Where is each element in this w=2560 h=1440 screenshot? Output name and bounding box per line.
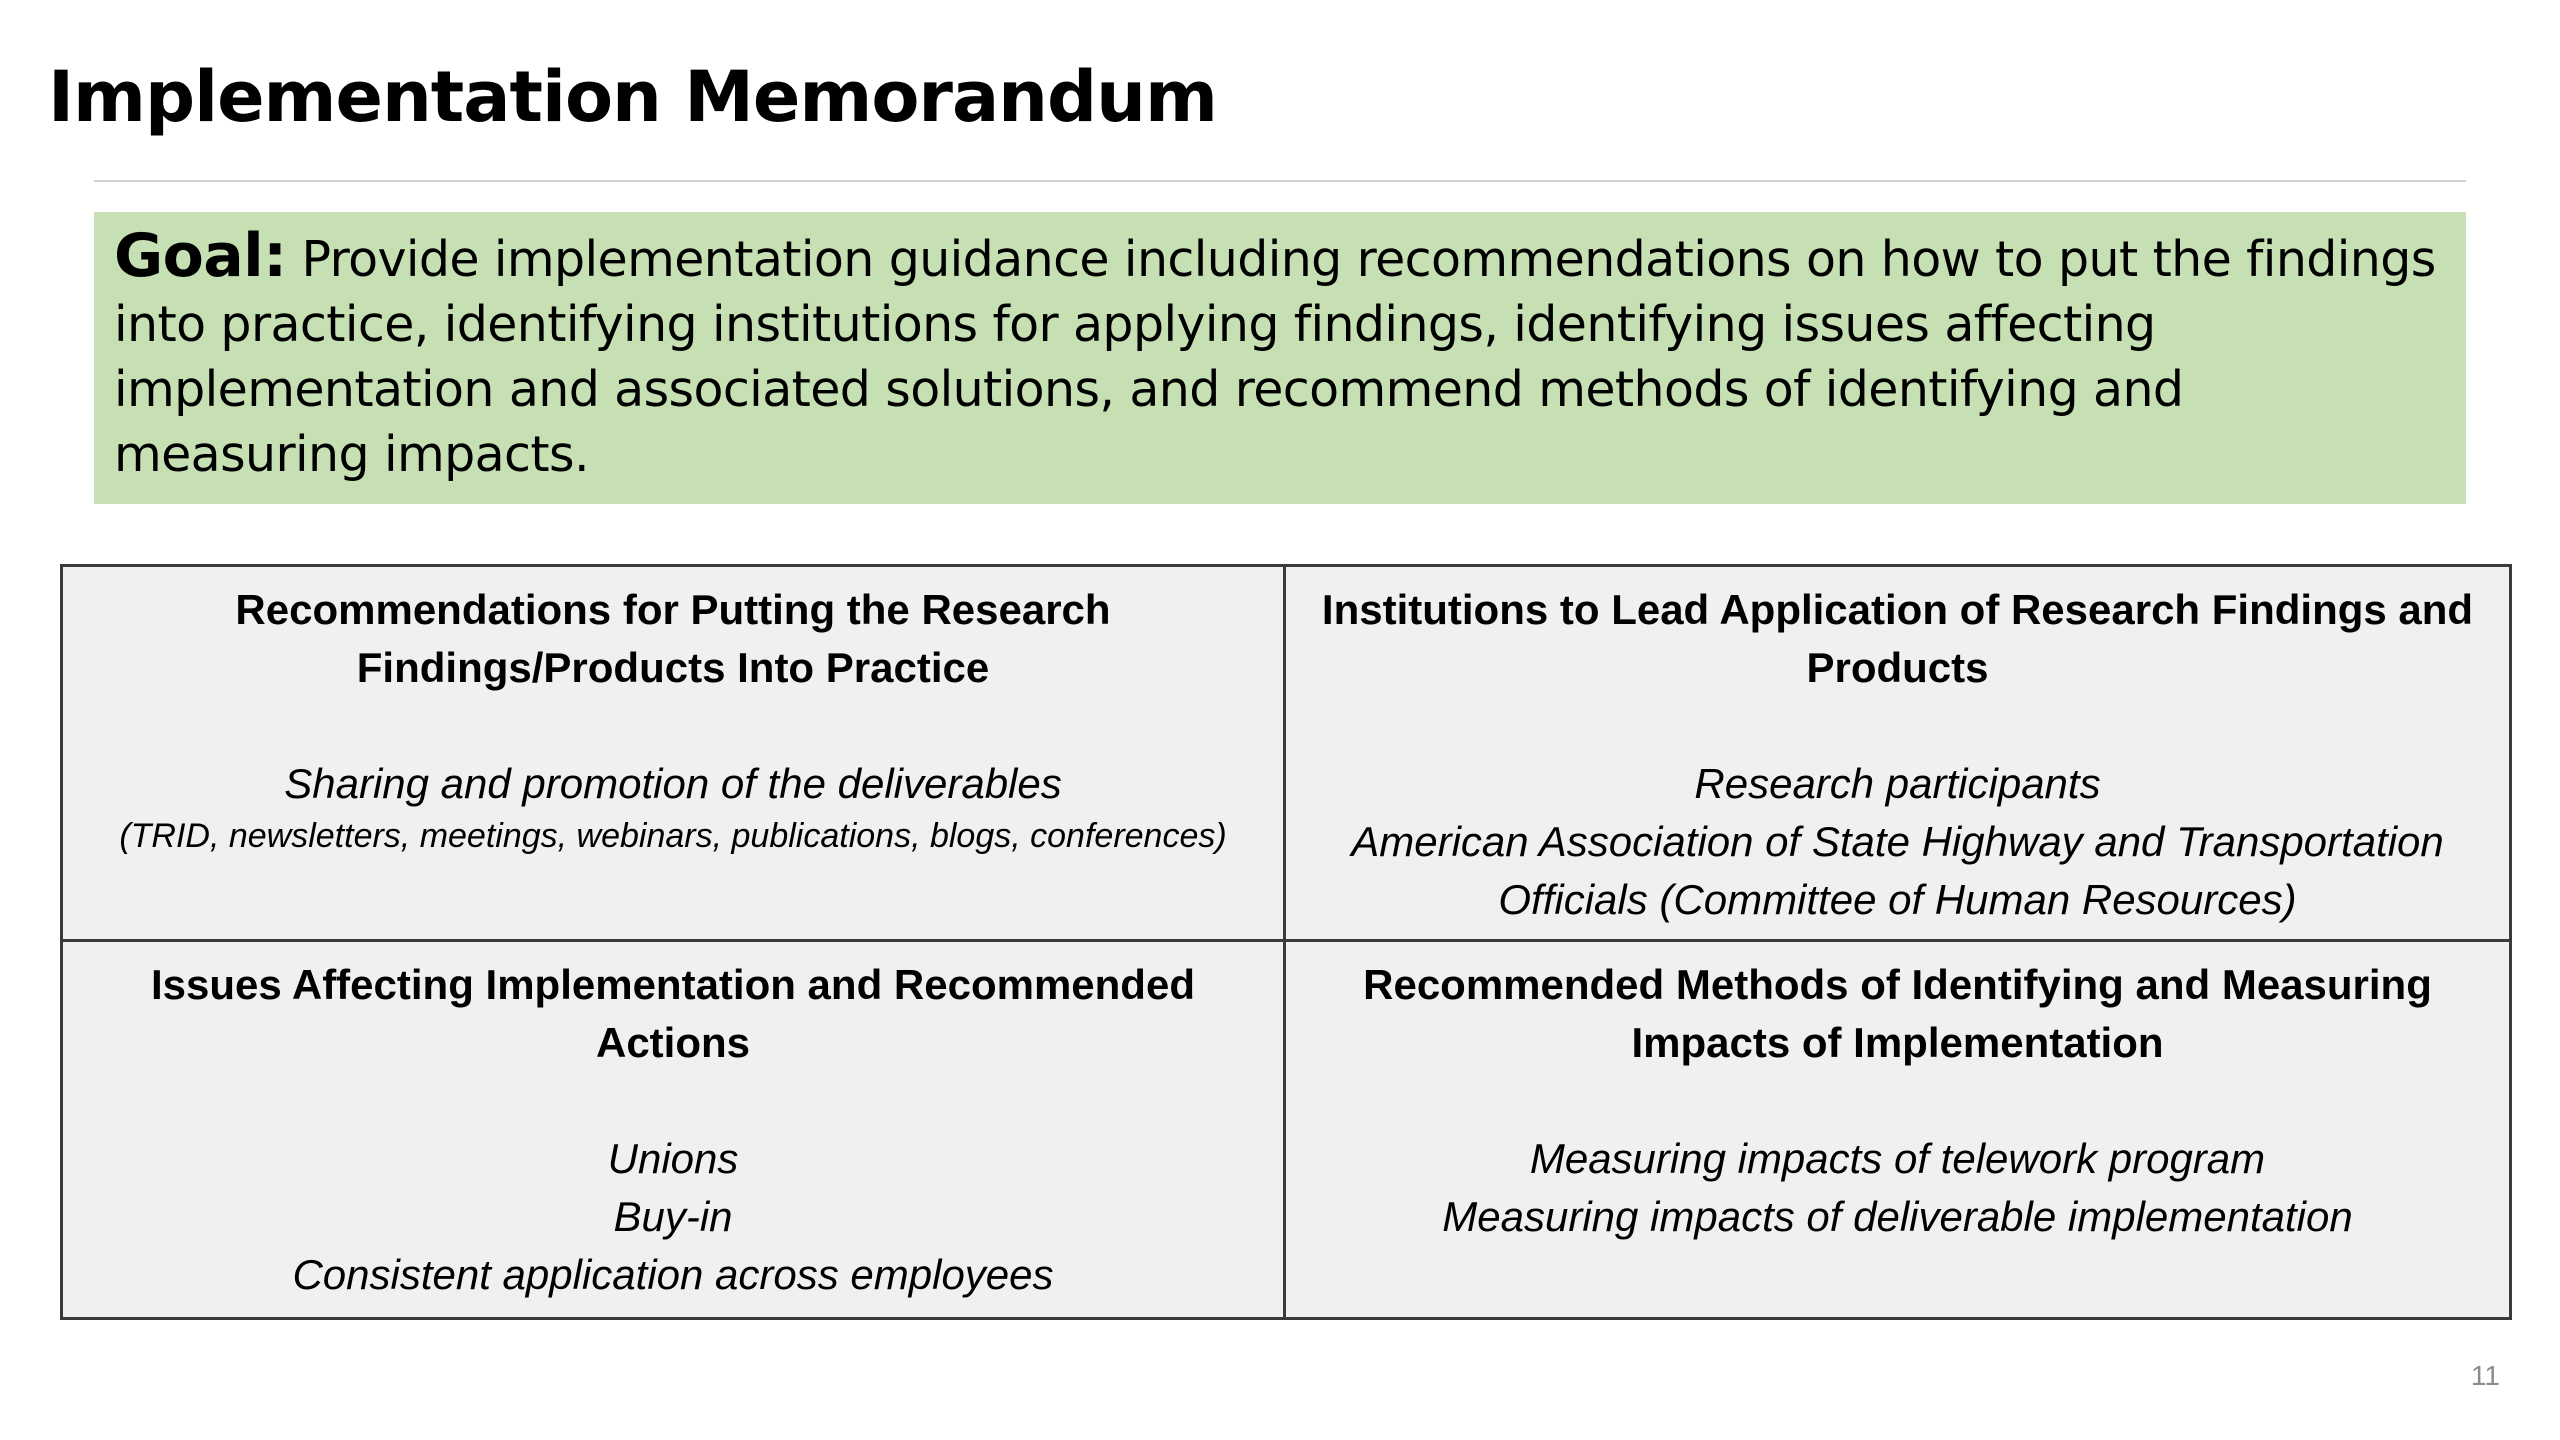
issues-heading: Issues Affecting Implementation and Recommended Actions <box>151 961 1195 1066</box>
institutions-item: American Association of State Highway and Transportation Officials (Committee of Human Resources) <box>1351 818 2444 923</box>
issues-item: Consistent application across employees <box>292 1251 1054 1298</box>
methods-item: Measuring impacts of telework program <box>1529 1135 2266 1182</box>
issues-cell <box>63 942 1286 1317</box>
goal-text: Provide implementation guidance including recommendations on how to put the findings into practice, identifying institutions for applying findings, identifying issues affecting implementation and associated solutions, and recommend methods of identifying and measuring impacts. <box>114 231 2436 483</box>
goal-label: Goal: <box>114 221 287 291</box>
issues-item: Buy-in <box>613 1193 733 1240</box>
goal-box <box>94 212 2466 504</box>
title-divider <box>94 180 2466 182</box>
implementation-grid <box>60 564 2512 1320</box>
methods-cell <box>1286 942 2509 1317</box>
issues-item: Unions <box>607 1135 739 1182</box>
recommendations-heading: Recommendations for Putting the Research Findings/Products Into Practice <box>235 586 1111 691</box>
methods-heading: Recommended Methods of Identifying and Measuring Impacts of Implementation <box>1363 961 2432 1066</box>
institutions-item: Research participants <box>1694 760 2101 807</box>
recommendations-cell <box>63 567 1286 942</box>
institutions-cell <box>1286 567 2509 942</box>
institutions-heading: Institutions to Lead Application of Research Findings and Products <box>1321 586 2474 691</box>
slide-title: Implementation Memorandum <box>48 56 1217 138</box>
recommendations-item: Sharing and promotion of the deliverables <box>284 760 1062 807</box>
page-number: 11 <box>2470 1360 2500 1391</box>
recommendations-note: (TRID, newsletters, meetings, webinars, publications, blogs, conferences) <box>119 817 1227 855</box>
methods-item: Measuring impacts of deliverable implementation <box>1442 1193 2353 1240</box>
